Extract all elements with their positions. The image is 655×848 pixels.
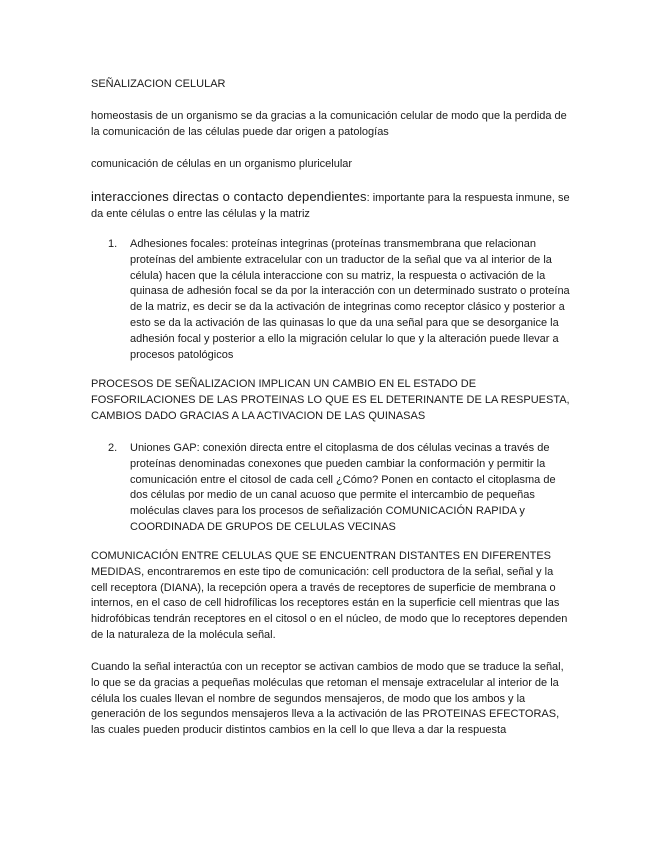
interacciones-text: : importante para la respuesta inmune, se da ente células o entre las células y la matriz xyxy=(91,192,570,220)
paragraph-segundos-mensajeros: Cuando la señal interactúa con un receptor se activan cambios de modo que se traduce la señal, lo que se da gracias a pequeñas moléculas que retoman el mensaje extracelular al interior de la célula los cuales llevan el nombre de segundos mensajeros, de modo que los ambos y la generación de los segundos mensajeros lleva a la activación de las PROTEINAS EFECTORAS, las cuales pueden producir distintos cambios en la cell lo que lleva a dar la respuesta xyxy=(91,661,564,737)
list-item xyxy=(108,237,570,363)
list-item xyxy=(108,441,570,536)
list-item-text: Adhesiones focales: proteínas integrinas (proteínas transmembrana que relacionan proteínas del ambiente extracelular con un traductor de la señal que va al interior de la célula) hacen que la célula interaccione con su matriz, la respuesta o activación de la quinasa de adhesión focal se da por la interacción con un determinado sustrato o proteína de la matriz, es decir se da la activación de integrinas como receptor clásico y posterior a esto se da la activación de las quinasas lo que da una señal para que se desorganice la adhesión focal y posterior a ello la migración celular lo que y la alteración puede llevar a procesos patológicos xyxy=(130,238,570,361)
document-title: SEÑALIZACION CELULAR xyxy=(91,78,226,90)
paragraph-comunicacion-distante: COMUNICACIÓN ENTRE CELULAS QUE SE ENCUENTRAN DISTANTES EN DIFERENTES MEDIDAS, encontraremos en este tipo de comunicación: cell productora de la señal, señal y la cell receptora (DIANA), la recepción opera a través de receptores de superficie de membrana o internos, en el caso de cell hidrofílicas los receptores están en la superficie cell mientras que las hidrofóbicas tendrán receptores en el citosol o en el núcleo, de modo que lo receptores dependen de la naturaleza de la molécula señal. xyxy=(91,550,568,641)
list-item-text: Uniones GAP: conexión directa entre el citoplasma de dos células vecinas a través de proteínas denominadas conexones que pueden cambiar la conformación y permitir la comunicación entre el citosol de cada cell ¿Cómo? Ponen en contacto el citoplasma de dos células por medio de un canal acuoso que permite el intercambio de pequeñas moléculas claves para los procesos de señalización COMUNICACIÓN RAPIDA y COORDINADA DE GRUPOS DE CELULAS VECINAS xyxy=(130,442,556,533)
paragraph-interacciones xyxy=(91,189,571,223)
paragraph-homeostasis: homeostasis de un organismo se da gracias a la comunicación celular de modo que la perdida de la comunicación de las células puede dar origen a patologías xyxy=(91,110,567,138)
list-number: 2. xyxy=(108,442,118,454)
paragraph-pluricelular: comunicación de células en un organismo pluricelular xyxy=(91,158,353,170)
paragraph-procesos-senalizacion: PROCESOS DE SEÑALIZACION IMPLICAN UN CAMBIO EN EL ESTADO DE FOSFORILACIONES DE LAS PROTEINAS LO QUE ES EL DETERINANTE DE LA RESPUESTA, CAMBIOS DADO GRACIAS A LA ACTIVACION DE LAS QUINASAS xyxy=(91,378,570,422)
list-number: 1. xyxy=(108,238,118,250)
interacciones-heading: interacciones directas o contacto dependientes xyxy=(91,189,367,204)
